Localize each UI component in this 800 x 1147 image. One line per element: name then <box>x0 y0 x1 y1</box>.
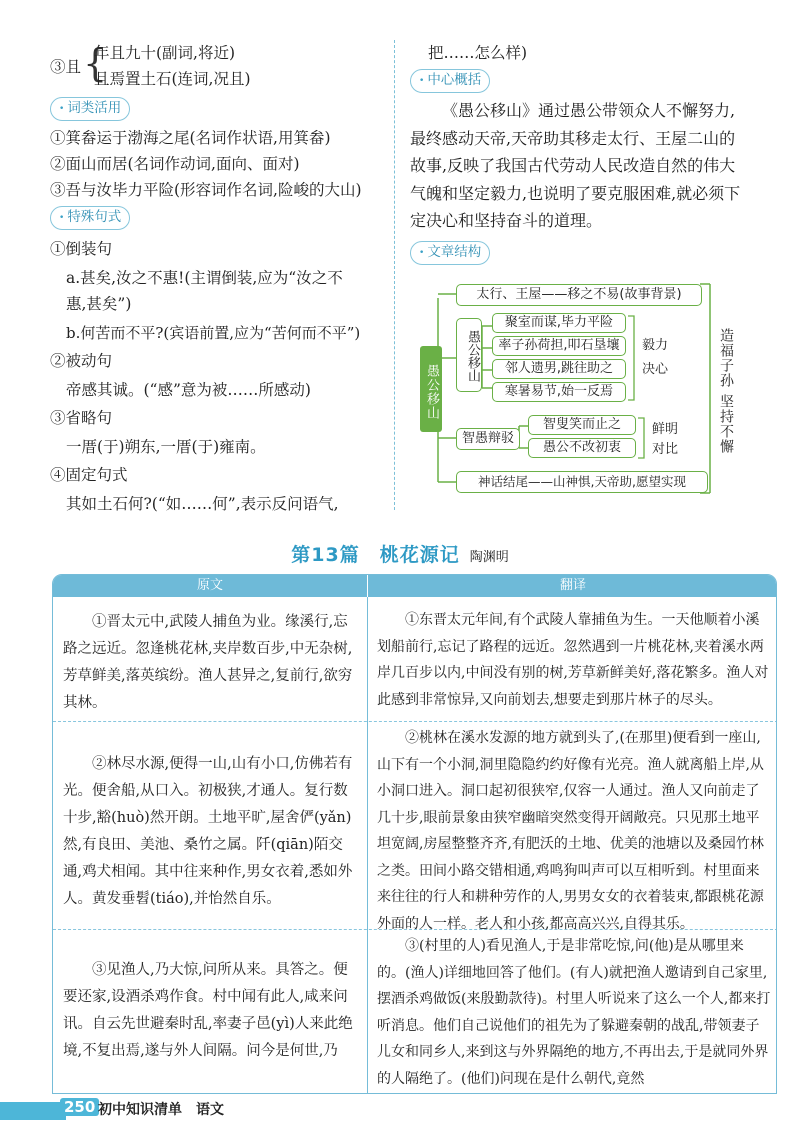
zhiyu-node: 智愚辩驳 <box>456 428 520 450</box>
sentence-example: 其如土石何?(“如……何”,表示反问语气, <box>66 495 339 513</box>
sentence-example: b.何苦而不平?(宾语前置,应为“苦何而不平”) <box>66 324 361 342</box>
zhiyu-bracket <box>636 416 650 460</box>
header-translation: 翻译 <box>368 575 777 597</box>
zhiyu-note-1: 鲜明 <box>652 422 679 437</box>
sentence-heading: ④固定句式 <box>50 466 128 484</box>
translation-para-1: ①东晋太元年间,有个武陵人靠捕鱼为生。一天他顺着小溪划船前行,忘记了路程的远近。忽然遇到一片桃花林,夹着溪水两岸几百步以内,中间没有别的树,芳草新鲜美好,落花繁多。渔人对此感到非常惊异,又向前划去,想要走到那片林子的尽头。 <box>377 612 769 708</box>
section-author: 陶渊明 <box>469 550 509 565</box>
cilei-item: ①箕畚运于渤海之尾(名词作状语,用箕畚) <box>50 129 331 147</box>
sentence-example: 帝感其诚。(“感”意为被……所感动) <box>66 381 311 399</box>
yugong-item: 寒暑易节,始一反焉 <box>492 382 626 402</box>
original-para-2: ②林尽水源,便得一山,山有小口,仿佛若有光。便舍船,从口入。初极狭,才通人。复行数十步,豁(huò)然开朗。土地平旷,屋舍俨(yǎn)然,有良田、美池、桑竹之属。阡(qiān)陌交通,鸡犬相闻。其中往来种作,男女衣着,悉如外人。黄发垂髫(tiáo),并怡然自乐。 <box>63 756 353 907</box>
text-translation-table <box>52 574 777 1094</box>
original-para-1: ①晋太元中,武陵人捕鱼为业。缘溪行,忘路之远近。忽逢桃花林,夹岸数百步,中无杂树,芳草鲜美,落英缤纷。渔人甚异之,复前行,欲穷其林。 <box>63 614 353 711</box>
ending-node: 神话结尾——山神惧,天帝助,愿望实现 <box>456 471 708 493</box>
tag-structure: • 文章结构 <box>410 241 490 265</box>
center-summary: 《愚公移山》通过愚公带领众人不懈努力,最终感动天帝,天帝助其移走太行、王屋二山的故事,反映了我国古代劳动人民改造自然的伟大气魄和坚定毅力,也说明了要克服困难,就必须下定决心和坚持奋斗的道理。 <box>410 101 741 230</box>
qie-label: ③且 <box>50 58 82 76</box>
yugong-node <box>456 318 482 392</box>
structure-diagram <box>420 278 750 500</box>
tag-center: • 中心概括 <box>410 69 490 93</box>
sentence-example: 惠,甚矣”) <box>66 295 132 313</box>
yugong-item: 聚室而谋,毕力平险 <box>492 313 626 333</box>
cilei-item: ②面山而居(名词作动词,面向、面对) <box>50 155 300 173</box>
yugong-bracket <box>626 314 640 402</box>
cilei-item: ③吾与汝毕力平险(形容词作名词,险峻的大山) <box>50 181 362 199</box>
page-number: 250 <box>60 1098 99 1116</box>
footer-bar <box>0 1102 66 1120</box>
root-node: 愚公移山 <box>420 346 442 432</box>
sentence-example: 一厝(于)朔东,一厝(于)雍南。 <box>66 438 266 456</box>
sentence-heading: ②被动句 <box>50 352 113 370</box>
right-column <box>410 40 750 269</box>
zhiyu-note-2: 对比 <box>652 442 679 457</box>
tag-cilei: • 词类活用 <box>50 97 130 121</box>
yugong-item: 邻人遗男,跳往助之 <box>492 359 626 379</box>
brace: { <box>83 41 108 85</box>
original-para-3: ③见渔人,乃大惊,问所从来。具答之。便要还家,设酒杀鸡作食。村中闻有此人,咸来问讯。自云先世避秦时乱,率妻子邑(yì)人来此绝境,不复出焉,遂与外人间隔。问今是何世,乃 <box>63 962 353 1059</box>
background-node: 太行、王屋——移之不易(故事背景) <box>456 284 702 306</box>
book-title: 初中知识清单 语文 <box>98 1102 224 1118</box>
column-divider <box>394 40 395 510</box>
sentence-heading: ①倒装句 <box>50 240 113 258</box>
zhiyu-item: 智叟笑而止之 <box>528 415 636 435</box>
yugong-label: 愚公移山 <box>465 330 480 382</box>
yugong-note-2: 决心 <box>642 362 669 377</box>
row-divider <box>53 721 777 722</box>
sentence-heading: ③省略句 <box>50 409 113 427</box>
section-title <box>0 540 800 567</box>
qie-entry <box>50 40 380 94</box>
qie-item: 且焉置土石(连词,况且) <box>94 70 251 88</box>
qie-item: 年且九十(副词,将近) <box>94 44 236 62</box>
sentence-example: a.甚矣,汝之不惠!(主谓倒装,应为“汝之不 <box>66 269 343 287</box>
tag-teshu: • 特殊句式 <box>50 206 130 230</box>
translation-para-2: ②桃林在溪水发源的地方就到头了,(在那里)便看到一座山,山下有一个小洞,洞里隐隐约约好像有光亮。渔人就离船上岸,从小洞口进入。洞口起初很狭窄,仅容一人通过。渔人又向前走了几十步,眼前景象由狭窄幽暗突然变得开阔敞亮。只见那土地平坦宽阔,房屋整整齐齐,有肥沃的土地、优美的池塘以及桑园竹林之类。田间小路交错相通,鸡鸣狗叫声可以互相听到。村里面来来往往的行人和耕种劳作的人,男男女女的衣着装束,都跟桃花源外面的人一样。老人和小孩,都高高兴兴,自得其乐。 <box>377 730 764 932</box>
continuation: 把……怎么样) <box>428 44 528 62</box>
yugong-item: 率子孙荷担,叩石垦壤 <box>492 336 626 356</box>
left-column <box>50 40 380 517</box>
zhiyu-item: 愚公不改初衷 <box>528 438 636 458</box>
side-label-1: 造福子孙 <box>718 328 734 388</box>
page-footer <box>0 1094 800 1124</box>
translation-para-3: ③(村里的人)看见渔人,于是非常吃惊,问(他)是从哪里来的。(渔人)详细地回答了他们。(有人)就把渔人邀请到自己家里,摆酒杀鸡做饭(来殷勤款待)。村里人听说来了这么一个人,都来打听消息。他们自己说他们的祖先为了躲避秦朝的战乱,带领妻子儿女和同乡人,来到这与外界隔绝的地方,不再出去,于是就同外界的人隔绝了。(他们)问现在是什么朝代,竟然 <box>377 938 771 1087</box>
section-title-main: 第13篇 桃花源记 <box>291 544 460 566</box>
header-original: 原文 <box>53 575 367 597</box>
side-label-2: 坚持不懈 <box>718 394 734 454</box>
yugong-note-1: 毅力 <box>642 338 669 353</box>
table-vertical-rule <box>367 597 368 1094</box>
